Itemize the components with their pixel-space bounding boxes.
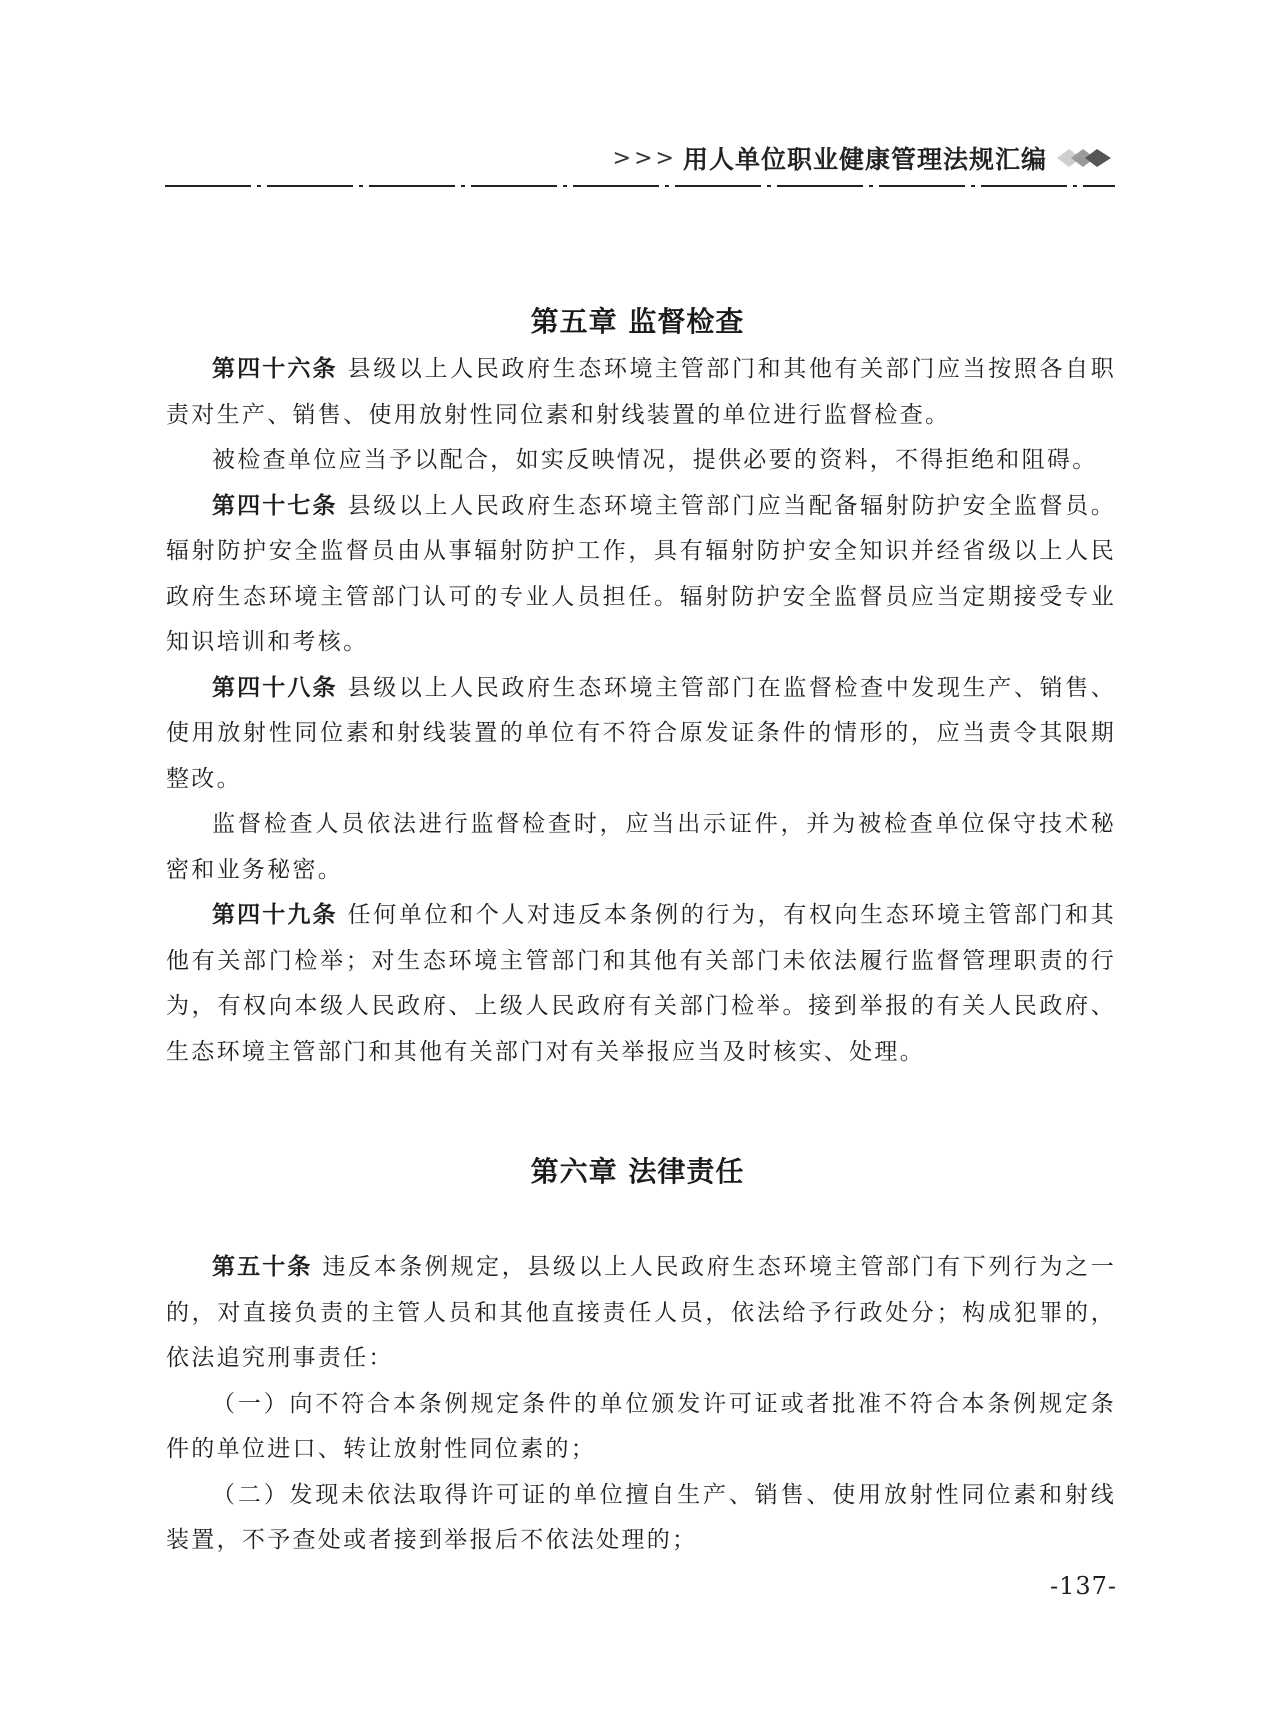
paragraph-text: （一）向不符合本条例规定条件的单位颁发许可证或者批准不符合本条例规定条件的单位进口、转让放射性同位素的； [166, 1390, 1116, 1462]
paragraph-text: 县级以上人民政府生态环境主管部门在监督检查中发现生产、销售、使用放射性同位素和射线装置的单位有不符合原发证条件的情形的，应当责令其限期整改。 [166, 674, 1117, 792]
paragraph-text: 县级以上人民政府生态环境主管部门和其他有关部门应当按照各自职责对生产、销售、使用放射性同位素和射线装置的单位进行监督检查。 [166, 356, 1117, 428]
book-title: 用人单位职业健康管理法规汇编 [682, 145, 1047, 174]
paragraph [166, 1473, 1116, 1564]
paragraph-text: 任何单位和个人对违反本条例的行为，有权向生态环境主管部门和其他有关部门检举；对生态环境主管部门和其他有关部门未依法履行监督管理职责的行为，有权向本级人民政府、上级人民政府有关部门检举。接到举报的有关人民政府、生态环境主管部门和其他有关部门对有关举报应当及时核实、处理。 [166, 902, 1117, 1065]
header-rule [165, 185, 1115, 187]
running-head [613, 138, 1115, 178]
paragraph-text: 县级以上人民政府生态环境主管部门应当配备辐射防护安全监督员。辐射防护安全监督员由从事辐射防护工作，具有辐射防护安全知识并经省级以上人民政府生态环境主管部门认可的专业人员担任。辐射防护安全监督员应当定期接受专业知识培训和考核。 [166, 492, 1117, 655]
chapter-six-body [166, 1245, 1116, 1564]
header-arrows: >>> [612, 145, 677, 171]
diamond-ornament-icon [1055, 145, 1115, 171]
paragraph [166, 802, 1116, 893]
paragraph [166, 1382, 1116, 1473]
page-number: -137- [1049, 1572, 1117, 1600]
paragraph-text: 违反本条例规定，县级以上人民政府生态环境主管部门有下列行为之一的，对直接负责的主管人员和其他直接责任人员，依法给予行政处分；构成犯罪的，依法追究刑事责任： [166, 1254, 1116, 1371]
paragraph [166, 666, 1116, 803]
paragraph-text: 监督检查人员依法进行监督检查时，应当出示证件，并为被检查单位保守技术秘密和业务秘密。 [166, 811, 1116, 883]
paragraph-text: 被检查单位应当予以配合，如实反映情况，提供必要的资料，不得拒绝和阻碍。 [212, 447, 1098, 473]
article-number: 第四十八条 [212, 674, 338, 701]
paragraph [166, 438, 1116, 484]
paragraph [166, 484, 1116, 666]
article-number: 第四十九条 [212, 902, 338, 928]
paragraph [166, 893, 1116, 1075]
chapter-six-title: 第六章 法律责任 [530, 1155, 745, 1188]
paragraph [166, 347, 1116, 438]
article-number: 第五十条 [212, 1254, 313, 1280]
paragraph [166, 1245, 1116, 1382]
article-number: 第四十六条 [212, 356, 338, 382]
chapter-five-body [166, 347, 1116, 1075]
article-number: 第四十七条 [212, 492, 338, 519]
paragraph-text: （二）发现未依法取得许可证的单位擅自生产、销售、使用放射性同位素和射线装置，不予查处或者接到举报后不依法处理的； [166, 1481, 1116, 1553]
chapter-five-title: 第五章 监督检查 [530, 305, 745, 338]
